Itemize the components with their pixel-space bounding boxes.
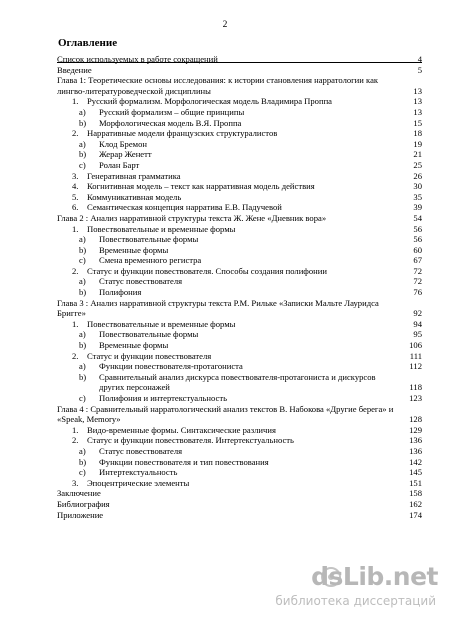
toc-entry-page: 19 <box>413 138 422 149</box>
toc-entry-page: 60 <box>413 244 422 255</box>
toc-entry-page: 4 <box>417 54 422 64</box>
toc-entry-title: Интертекстуальность <box>99 467 178 478</box>
toc-entry-page: 13 <box>413 85 422 96</box>
toc-entry-page: 25 <box>413 159 422 170</box>
toc-entry-page: 56 <box>413 223 422 234</box>
toc-entry-title: Глава 4 : Сравнительный нарратологический анализ текстов В. Набокова «Другие берега» и «Speak, Memory» <box>57 403 394 425</box>
toc-entry-page: 30 <box>413 181 422 192</box>
toc-entry-number: 2. <box>72 350 79 361</box>
toc-entry <box>57 255 422 266</box>
toc-entry-number: b) <box>79 244 87 255</box>
toc-entry <box>57 298 422 319</box>
table-of-contents <box>57 54 422 520</box>
toc-entry-page: 92 <box>413 308 422 319</box>
toc-entry-number: c) <box>79 467 86 478</box>
toc-entry <box>57 245 422 256</box>
toc-entry-title: Библиография <box>57 498 110 509</box>
toc-entry-number: 1. <box>72 318 79 329</box>
toc-entry-page: 129 <box>409 424 422 435</box>
toc-entry-number: a) <box>79 361 86 372</box>
toc-entry-title: Заключение <box>57 488 101 499</box>
toc-entry-title: Повествовательные формы <box>99 329 199 340</box>
toc-entry-page: 136 <box>409 445 422 456</box>
toc-entry <box>57 276 422 287</box>
toc-entry <box>57 478 422 489</box>
toc-entry-number: 6. <box>72 202 79 213</box>
toc-entry-page: 112 <box>409 361 422 372</box>
toc-entry-page: 151 <box>409 477 422 488</box>
toc-entry <box>57 393 422 404</box>
toc-entry-page: 123 <box>409 393 422 403</box>
toc-entry <box>57 96 422 107</box>
toc-entry-page: 26 <box>413 170 422 181</box>
toc-entry-title: Видо-временные формы. Синтаксические различия <box>87 424 276 435</box>
toc-entry <box>57 361 422 372</box>
toc-entry-number: b) <box>79 340 87 351</box>
toc-entry-number: 1. <box>72 424 79 435</box>
toc-entry-page: 72 <box>413 265 422 276</box>
toc-entry <box>57 499 422 510</box>
toc-entry <box>57 425 422 436</box>
toc-entry-title: Введение <box>57 64 92 75</box>
toc-entry-title: Когнитивная модель – текст как нарративная модель действия <box>87 181 315 192</box>
toc-entry <box>57 202 422 213</box>
toc-entry-page: 39 <box>413 202 422 213</box>
toc-entry-title: Повествовательные и временные формы <box>87 223 236 234</box>
toc-entry-page: 21 <box>413 149 422 160</box>
toc-entry-page: 162 <box>409 498 422 509</box>
toc-entry <box>57 118 422 129</box>
toc-entry <box>57 65 422 76</box>
toc-entry-page: 76 <box>413 287 422 298</box>
toc-entry <box>57 107 422 118</box>
toc-entry-number: 2. <box>72 265 79 276</box>
toc-entry-title: Функции повествователя и тип повествования <box>99 456 269 467</box>
toc-entry <box>57 54 422 65</box>
toc-entry-page: 142 <box>409 456 422 467</box>
toc-entry <box>57 149 422 160</box>
toc-entry <box>57 213 422 224</box>
toc-entry <box>57 467 422 478</box>
toc-entry-number: b) <box>79 371 87 382</box>
toc-entry-title: Семантическая концепция нарратива Е.В. Падучевой <box>87 202 282 213</box>
toc-entry-number: 1. <box>72 96 79 107</box>
toc-entry-page: 18 <box>413 128 422 139</box>
toc-entry-title: Временные формы <box>99 244 169 255</box>
toc-entry-title: Полифония <box>99 287 142 298</box>
toc-entry <box>57 404 422 425</box>
toc-entry-page: 106 <box>409 340 422 351</box>
toc-entry-page: 111 <box>409 350 422 361</box>
toc-entry-page: 54 <box>413 212 422 223</box>
toc-entry-title: Временные формы <box>99 340 169 351</box>
toc-entry-page: 35 <box>413 191 422 202</box>
toc-entry-number: c) <box>79 255 86 266</box>
toc-entry-title: Глава 3 : Анализ нарративной структуры текста Р.М. Рильке «Записки Мальте Лауридса Бригге» <box>57 297 379 319</box>
toc-entry-title: Статус повествователя <box>99 445 183 456</box>
toc-entry-number: c) <box>79 393 86 403</box>
toc-entry <box>57 128 422 139</box>
toc-entry-title: Приложение <box>57 509 104 520</box>
toc-entry-number: a) <box>79 138 86 149</box>
toc-entry-title: Клод Бремон <box>99 138 147 149</box>
toc-entry-number: c) <box>79 159 86 170</box>
toc-entry-page: 128 <box>409 414 422 425</box>
toc-entry-number: 3. <box>72 170 79 181</box>
toc-entry-page: 145 <box>409 467 422 478</box>
toc-entry-page: 136 <box>409 435 422 446</box>
toc-entry-number: 1. <box>72 223 79 234</box>
toc-entry-title: Список используемых в работе сокращений <box>57 54 218 64</box>
toc-entry-page: 174 <box>409 509 422 520</box>
toc-entry <box>57 329 422 340</box>
watermark-logo: dsLib.net <box>311 562 438 591</box>
watermark <box>248 560 438 610</box>
toc-entry-page: 5 <box>417 64 422 75</box>
toc-entry-title: Повествовательные формы <box>99 234 199 245</box>
toc-entry <box>57 446 422 457</box>
toc-entry-number: 5. <box>72 191 79 202</box>
toc-entry <box>57 457 422 468</box>
toc-entry <box>57 224 422 235</box>
toc-entry-title: Русский формализм. Морфологическая модель Владимира Проппа <box>87 96 332 107</box>
toc-entry-number: 4. <box>72 181 79 192</box>
toc-entry-title: Статус и функции повествователя. Интертекстуальность <box>87 435 294 446</box>
toc-entry <box>57 160 422 171</box>
toc-entry-page: 158 <box>409 488 422 499</box>
toc-entry-title: Эпоцентрические элементы <box>87 477 190 488</box>
toc-entry-page: 15 <box>413 117 422 128</box>
toc-entry-number: b) <box>79 456 87 467</box>
toc-entry-number: 3. <box>72 477 79 488</box>
toc-entry-title: Русский формализм – общие принципы <box>99 106 245 117</box>
toc-entry-number: a) <box>79 445 86 456</box>
toc-entry-number: b) <box>79 117 87 128</box>
toc-entry-title: Генеративная грамматика <box>87 170 181 181</box>
toc-entry-title: Статус и функции повествователя <box>87 350 212 361</box>
toc-entry-number: 2. <box>72 128 79 139</box>
toc-entry-page: 13 <box>413 96 422 107</box>
toc-entry-page: 72 <box>413 276 422 287</box>
toc-entry <box>57 340 422 351</box>
toc-entry <box>57 192 422 203</box>
toc-entry <box>57 171 422 182</box>
watermark-subtitle: библиотека диссертаций <box>275 594 436 608</box>
toc-entry <box>57 435 422 446</box>
toc-entry <box>57 319 422 330</box>
toc-entry-title: Смена временного регистра <box>99 255 202 266</box>
toc-entry-page: 56 <box>413 234 422 245</box>
toc-entry-number: 2. <box>72 435 79 446</box>
toc-entry-number: a) <box>79 234 86 245</box>
toc-entry-number: a) <box>79 106 86 117</box>
toc-entry <box>57 488 422 499</box>
toc-heading: Оглавление <box>58 37 118 49</box>
toc-entry <box>57 181 422 192</box>
page-number: 2 <box>222 20 228 30</box>
toc-entry-title: Нарративные модели французских структуралистов <box>87 128 278 139</box>
toc-entry-title: Статус повествователя <box>99 276 183 287</box>
toc-entry-number: b) <box>79 149 87 160</box>
toc-entry-title: Ролан Барт <box>99 159 140 170</box>
toc-entry <box>57 234 422 245</box>
toc-entry-number: a) <box>79 276 86 287</box>
toc-entry-title: Повествовательные и временные формы <box>87 318 236 329</box>
toc-entry <box>57 510 422 521</box>
toc-entry <box>57 266 422 277</box>
toc-entry-page: 94 <box>413 318 422 329</box>
toc-entry-number: b) <box>79 287 87 298</box>
toc-entry-title: Функции повествователя-протагониста <box>99 361 243 372</box>
toc-entry-title: Глава 2 : Анализ нарративной структуры текста Ж. Жене «Дневник вора» <box>57 212 327 223</box>
toc-entry-title: Полифония и интертекстуальность <box>99 393 228 403</box>
toc-entry <box>57 351 422 362</box>
toc-entry-title: Морфологическая модель В.Я. Проппа <box>99 117 242 128</box>
toc-entry-title: Статус и функции повествователя. Способы создания полифонии <box>87 265 327 276</box>
toc-entry <box>57 372 422 393</box>
toc-entry-title: Жерар Женетт <box>99 149 152 160</box>
toc-entry-page: 95 <box>413 329 422 340</box>
toc-entry-page: 118 <box>409 382 422 393</box>
toc-entry-number: a) <box>79 329 86 340</box>
toc-entry-title: Глава 1: Теоретические основы исследования: к истории становления нарратологии как лингво-литературоведческой дисциплины <box>57 75 379 96</box>
toc-entry-page: 13 <box>413 106 422 117</box>
toc-entry-page: 67 <box>413 255 422 266</box>
toc-entry <box>57 287 422 298</box>
toc-entry-title: Сравнительный анализ дискурса повествователя-протагониста и дискурсов других персонажей <box>99 371 376 393</box>
toc-entry <box>57 139 422 150</box>
toc-entry-title: Коммуникативная модель <box>87 191 182 202</box>
toc-entry <box>57 75 422 96</box>
